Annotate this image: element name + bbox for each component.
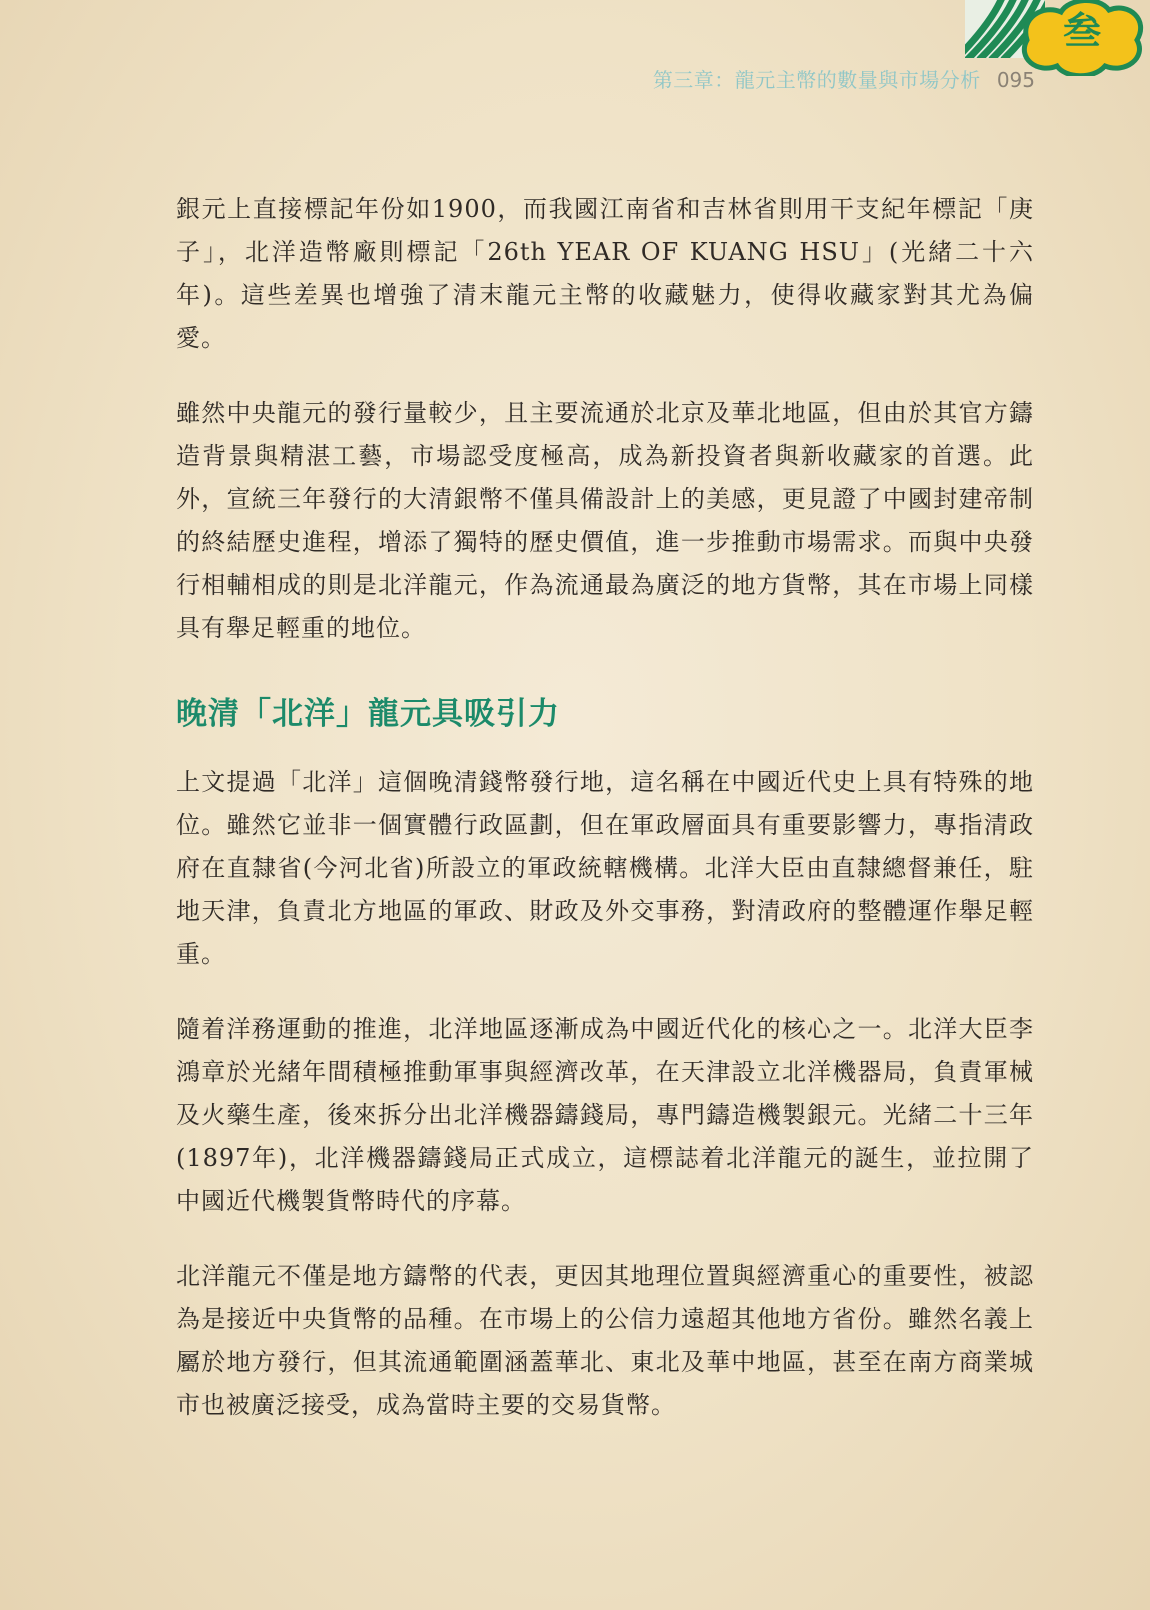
- paragraph: 隨着洋務運動的推進，北洋地區逐漸成為中國近代化的核心之一。北洋大臣李鴻章於光緒年間積極推動軍事與經濟改革，在天津設立北洋機器局，負責軍械及火藥生產，後來拆分出北洋機器鑄錢局，專門鑄造機製銀元。光緒二十三年(1897年)，北洋機器鑄錢局正式成立，這標誌着北洋龍元的誕生，並拉開了中國近代機製貨幣時代的序幕。: [176, 1015, 1034, 1215]
- running-header: [653, 64, 1035, 93]
- body-text: [176, 188, 1034, 1459]
- badge-character: 叁: [1062, 8, 1102, 53]
- paragraph: 北洋龍元不僅是地方鑄幣的代表，更因其地理位置與經濟重心的重要性，被認為是接近中央貨幣的品種。在市場上的公信力遠超其他地方省份。雖然名義上屬於地方發行，但其流通範圍涵蓋華北、東北及華中地區，甚至在南方商業城市也被廣泛接受，成為當時主要的交易貨幣。: [176, 1262, 1034, 1419]
- paragraph: 上文提過「北洋」這個晚清錢幣發行地，這名稱在中國近代史上具有特殊的地位。雖然它並非一個實體行政區劃，但在軍政層面具有重要影響力，專指清政府在直隸省(今河北省)所設立的軍政統轄機構。北洋大臣由直隸總督兼任，駐地天津，負責北方地區的軍政、財政及外交事務，對清政府的整體運作舉足輕重。: [176, 768, 1034, 968]
- paragraph: 雖然中央龍元的發行量較少，且主要流通於北京及華北地區，但由於其官方鑄造背景與精湛工藝，市場認受度極高，成為新投資者與新收藏家的首選。此外，宣統三年發行的大清銀幣不僅具備設計上的美感，更見證了中國封建帝制的終結歷史進程，增添了獨特的歷史價值，進一步推動市場需求。而與中央發行相輔相成的則是北洋龍元，作為流通最為廣泛的地方貨幣，其在市場上同樣具有舉足輕重的地位。: [176, 399, 1034, 642]
- page-number: 095: [996, 68, 1035, 92]
- section-heading: 晚清「北洋」龍元具吸引力: [176, 696, 560, 732]
- paragraph: 銀元上直接標記年份如1900，而我國江南省和吉林省則用干支紀年標記「庚子」，北洋造幣廠則標記「26th YEAR OF KUANG HSU」(光緒二十六年)。這些差異也增強了清末龍元主幣的收藏魅力，使得收藏家對其尤為偏愛。: [176, 195, 1034, 352]
- chapter-title: 第三章：龍元主幣的數量與市場分析: [652, 68, 981, 92]
